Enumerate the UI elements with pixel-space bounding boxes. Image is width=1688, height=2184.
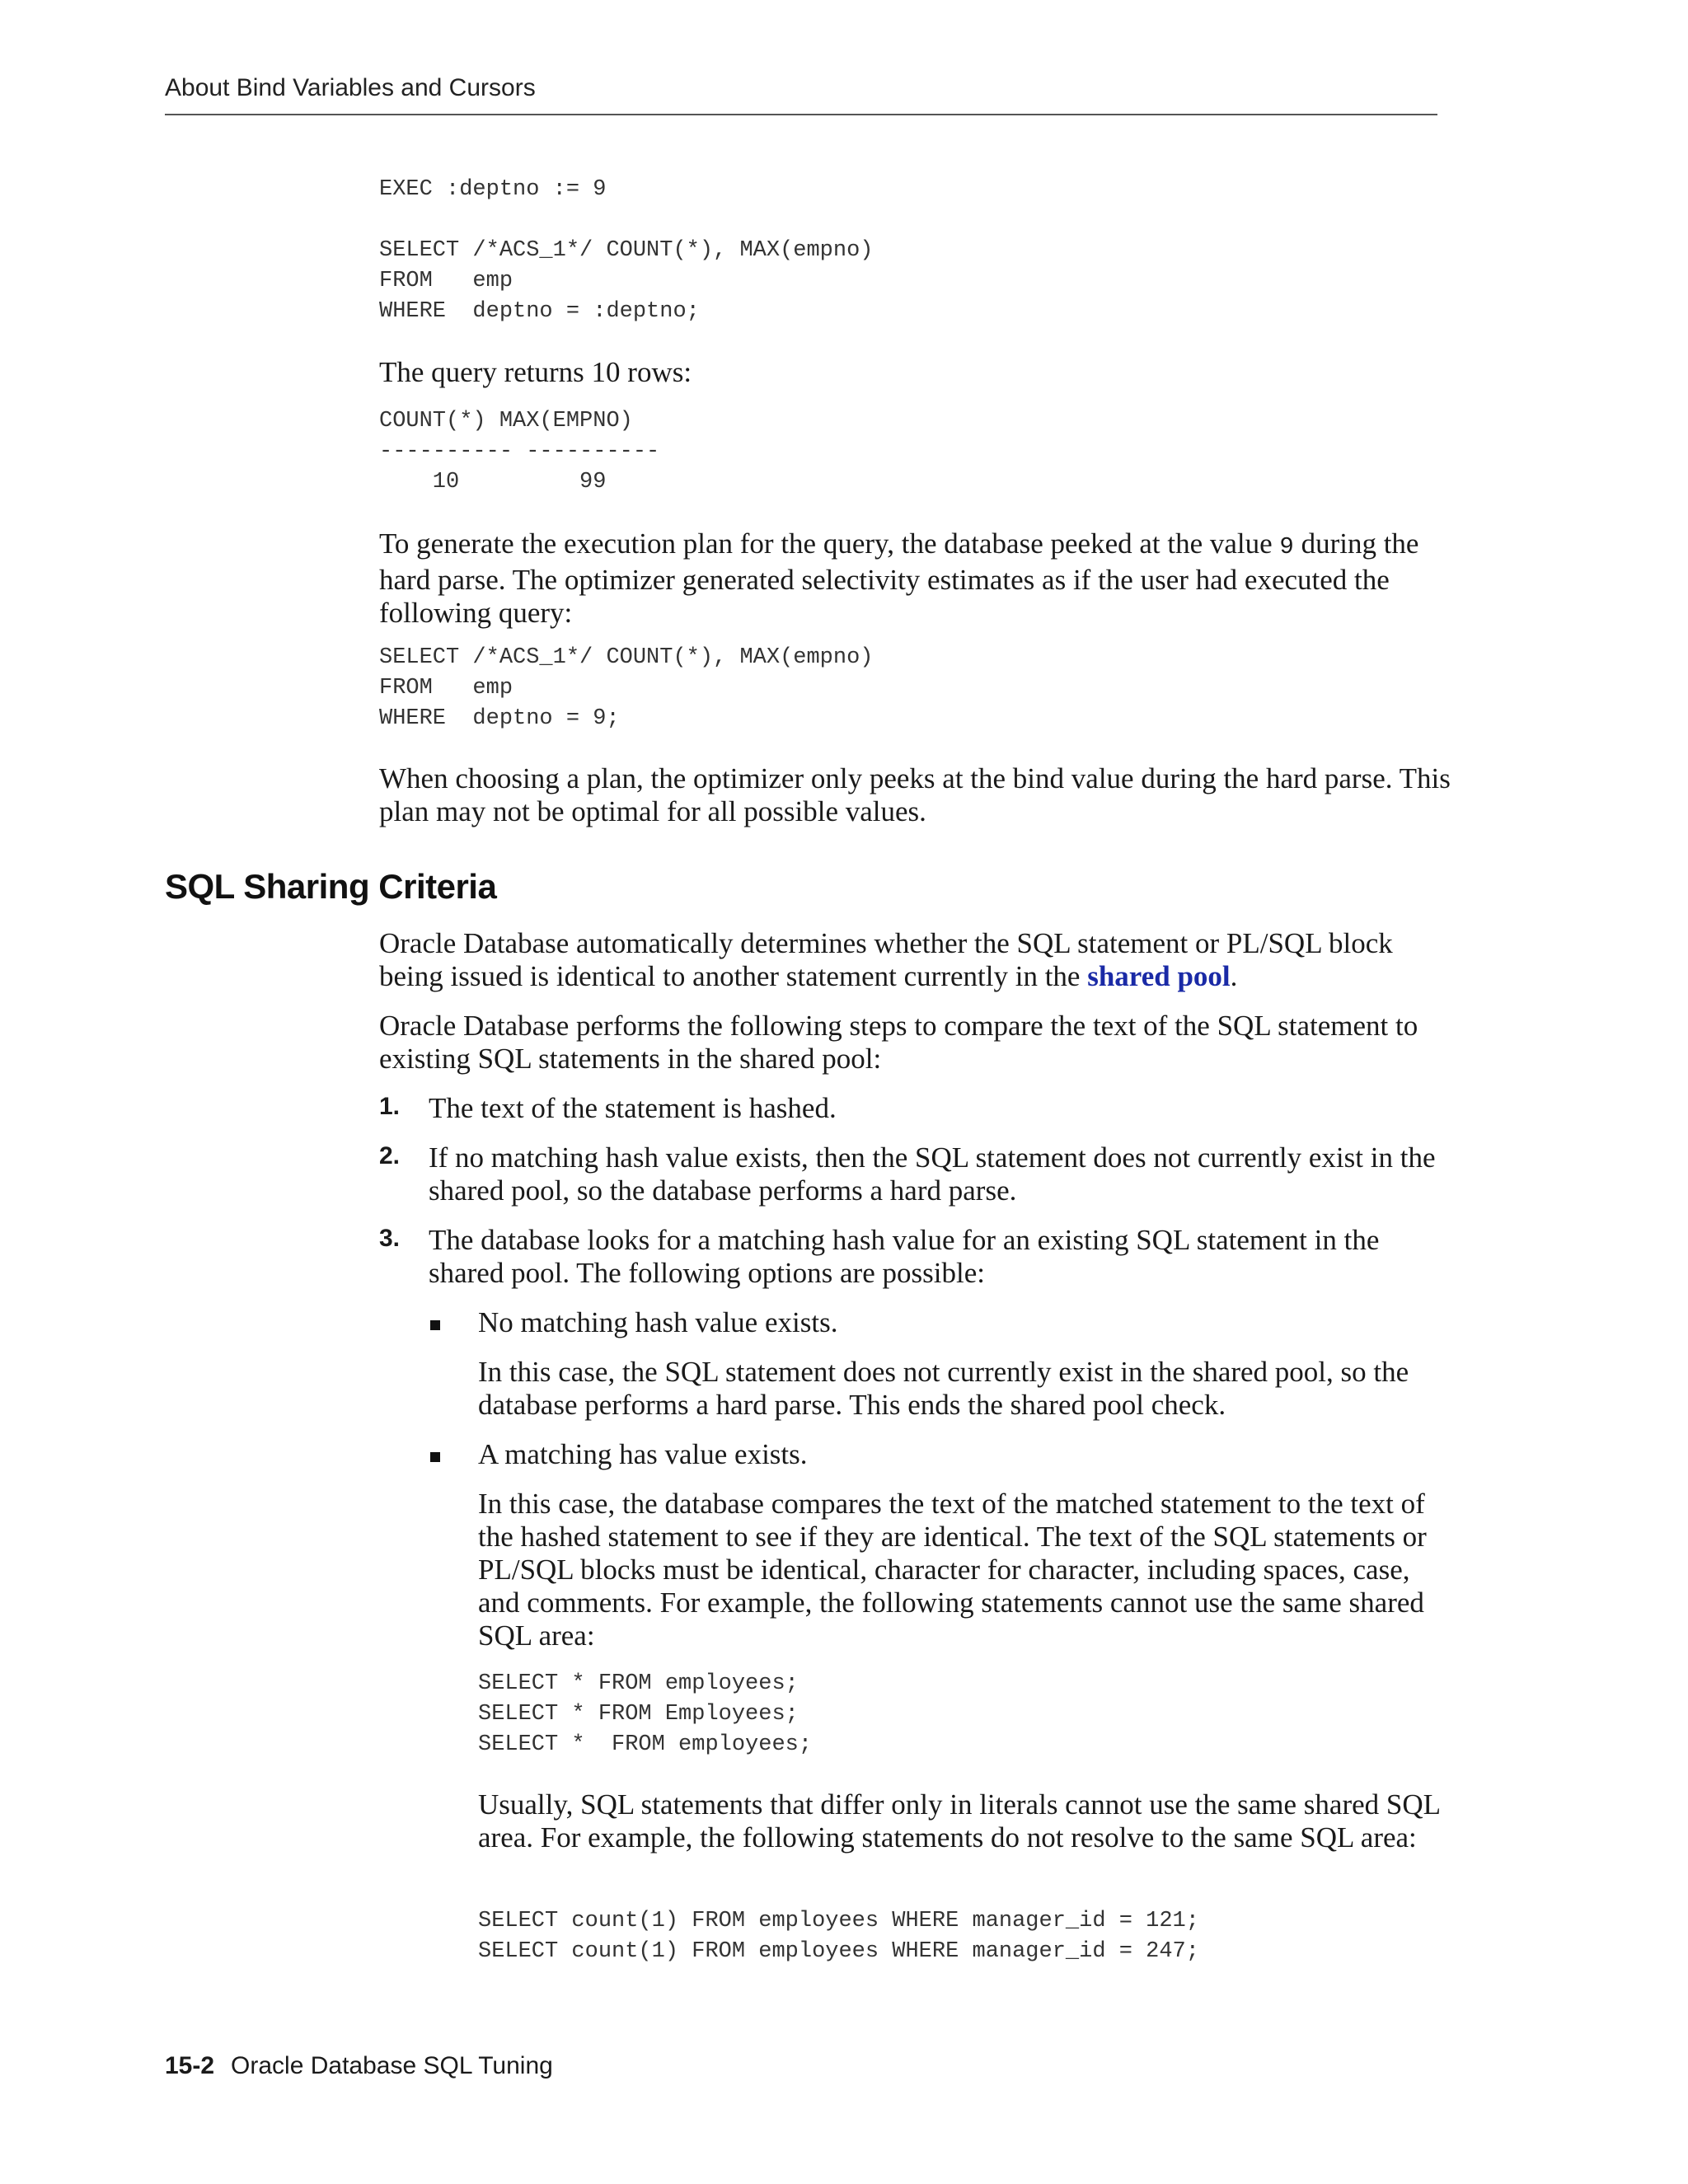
step-number: 2. bbox=[379, 1142, 401, 1169]
running-header: About Bind Variables and Cursors bbox=[165, 74, 536, 101]
step-text: The text of the statement is hashed. bbox=[429, 1092, 837, 1124]
code-employees-block: SELECT * FROM employees; SELECT * FROM Employees; SELECT * FROM employees; bbox=[478, 1671, 813, 1757]
section-heading: SQL Sharing Criteria bbox=[165, 867, 497, 906]
step-number: 3. bbox=[379, 1225, 401, 1252]
code-exec-block: EXEC :deptno := 9 bbox=[379, 177, 607, 202]
shared-pool-link[interactable]: shared pool bbox=[1087, 960, 1231, 992]
code-result-block: COUNT(*) MAX(EMPNO) ---------- ---------- 10 99 bbox=[379, 409, 660, 494]
code-select-literal-block: SELECT /*ACS_1*/ COUNT(*), MAX(empno) FROM emp WHERE deptno = 9; bbox=[379, 645, 874, 731]
bullet-marker bbox=[430, 1452, 440, 1462]
option-detail-literals: Usually, SQL statements that differ only in literals cannot use the same shared SQL area. For example, the following statements do not resolve to the same SQL area: bbox=[478, 1788, 1440, 1854]
para-query-returns: The query returns 10 rows: bbox=[379, 356, 692, 388]
code-select-bind-block: SELECT /*ACS_1*/ COUNT(*), MAX(empno) FROM emp WHERE deptno = :deptno; bbox=[379, 238, 874, 324]
step-text: The database looks for a matching hash value for an existing SQL statement in the shared pool. The following options are possible: bbox=[429, 1224, 1380, 1289]
header-rule bbox=[165, 114, 1437, 115]
option-label: No matching hash value exists. bbox=[478, 1306, 838, 1338]
code-manager-block: SELECT count(1) FROM employees WHERE manager_id = 121; SELECT count(1) FROM employees WHERE manager_id = 247; bbox=[478, 1909, 1199, 1964]
para-generate-plan: To generate the execution plan for the query, the database peeked at the value 9 during the hard parse. The optimizer generated selectivity estimates as if the user had executed the following query: bbox=[379, 527, 1419, 629]
page-footer bbox=[165, 2052, 553, 2080]
step-text: If no matching hash value exists, then the SQL statement does not currently exist in the shared pool, so the database performs a hard parse. bbox=[429, 1141, 1436, 1207]
para-choosing-plan: When choosing a plan, the optimizer only peeks at the bind value during the hard parse. This plan may not be optimal for all possible values. bbox=[379, 762, 1451, 827]
inline-value: 9 bbox=[1279, 533, 1294, 560]
option-label: A matching has value exists. bbox=[478, 1438, 808, 1470]
book-title: Oracle Database SQL Tuning bbox=[231, 2052, 553, 2079]
para-steps-intro: Oracle Database performs the following steps to compare the text of the SQL statement to existing SQL statements in the shared pool: bbox=[379, 1010, 1418, 1075]
page-number: 15-2 bbox=[165, 2052, 215, 2079]
step-number: 1. bbox=[379, 1093, 401, 1120]
option-detail: In this case, the SQL statement does not currently exist in the shared pool, so the database performs a hard parse. This ends the shared pool check. bbox=[478, 1356, 1409, 1421]
bullet-marker bbox=[430, 1320, 440, 1330]
option-detail: In this case, the database compares the text of the matched statement to the text of the hashed statement to see if they are identical. The text of the SQL statements or PL/SQL blocks must be identical, character for character, including spaces, case, and comments. For example, the following statements cannot use the same shared SQL area: bbox=[478, 1488, 1427, 1652]
para-section-intro: Oracle Database automatically determines whether the SQL statement or PL/SQL block being issued is identical to another statement currently in the shared pool. bbox=[379, 927, 1393, 992]
